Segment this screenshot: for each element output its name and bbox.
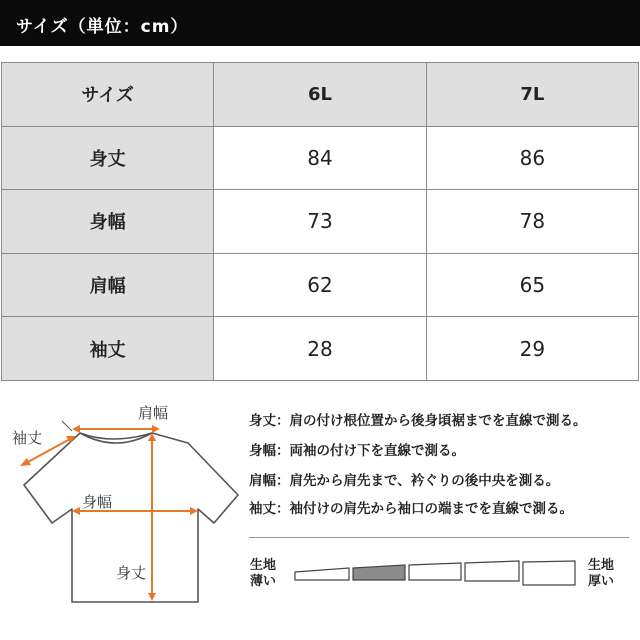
legend-divider — [249, 537, 629, 538]
table-cell: 86 — [426, 126, 638, 190]
column-header: サイズ — [2, 63, 214, 127]
header-title: サイズ（単位：cm） — [16, 17, 189, 37]
thick-label-line-1: 生地 — [588, 558, 615, 573]
sleeve-label: 袖丈 — [12, 429, 43, 447]
thin-label-line-1: 生地 — [250, 558, 277, 573]
row-label: 肩幅 — [2, 253, 214, 317]
row-label: 身丈 — [2, 126, 214, 190]
legend-sleeve: 袖丈：袖付けの肩先から袖口の端までを直線で測る。 — [249, 501, 573, 517]
column-header: 6L — [214, 63, 426, 127]
thickness-level-1 — [295, 568, 349, 580]
thin-label — [250, 558, 276, 590]
table-cell: 78 — [426, 190, 638, 254]
thick-label-line-2: 厚い — [588, 574, 615, 589]
table-row — [2, 253, 639, 317]
shoulder-label: 肩幅 — [138, 404, 169, 422]
legend-width: 身幅：両袖の付け下を直線で測る。 — [249, 443, 465, 459]
legend-shoulder: 肩幅：肩先から肩先まで、衿ぐりの後中央を測る。 — [249, 473, 560, 489]
row-label: 身幅 — [2, 190, 214, 254]
table-cell: 84 — [214, 126, 426, 190]
table-cell: 73 — [214, 190, 426, 254]
table-cell: 65 — [426, 253, 638, 317]
thickness-level-2 — [353, 565, 405, 580]
row-label: 袖丈 — [2, 317, 214, 381]
sleeve-leader-line — [62, 421, 72, 431]
thickness-level-3 — [409, 563, 461, 580]
legend-length: 身丈：肩の付け根位置から後身頃裾までを直線で測る。 — [249, 413, 587, 429]
table-row — [2, 317, 639, 381]
table-cell: 29 — [426, 317, 638, 381]
thickness-scale — [292, 560, 582, 590]
size-table — [1, 62, 639, 381]
length-label: 身丈 — [116, 564, 147, 582]
table-cell: 28 — [214, 317, 426, 381]
thickness-level-5 — [523, 561, 575, 585]
width-label: 身幅 — [82, 493, 113, 511]
column-header: 7L — [426, 63, 638, 127]
thickness-level-4 — [465, 561, 519, 581]
header-bar — [0, 0, 640, 46]
table-row — [2, 190, 639, 254]
shoulder-arrow — [72, 425, 160, 433]
table-row — [2, 126, 639, 190]
thick-label — [588, 558, 614, 590]
thin-label-line-2: 薄い — [250, 574, 277, 589]
table-cell: 62 — [214, 253, 426, 317]
table-header-row — [2, 63, 639, 127]
